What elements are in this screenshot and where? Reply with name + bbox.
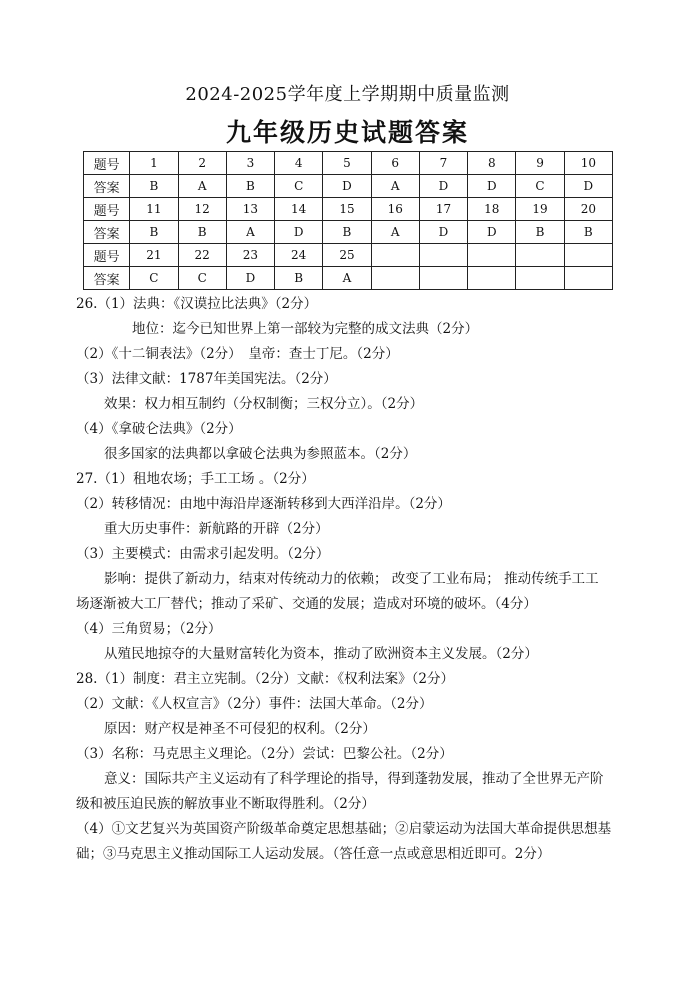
answer-table-cell: [371, 267, 419, 290]
answer-table-cell: A: [371, 221, 419, 244]
answer-table-cell: A: [226, 221, 274, 244]
answer-table-cell: 21: [130, 244, 178, 267]
answer-line: （4）《拿破仑法典》（2分）: [76, 421, 242, 437]
answer-table-row: [84, 198, 613, 221]
answer-table-cell: A: [323, 267, 371, 290]
answer-table-cell: 24: [275, 244, 323, 267]
page-subtitle: 九年级历史试题答案: [225, 118, 469, 147]
answer-table-cell: 20: [564, 198, 612, 221]
answer-table-row: [84, 267, 613, 290]
answer-table-cell: C: [275, 175, 323, 198]
answer-table-cell: 9: [516, 152, 564, 175]
row-header-cell: 题号: [84, 152, 130, 175]
answer-table-cell: [468, 244, 516, 267]
answer-table-cell: 25: [323, 244, 371, 267]
answer-line: （3）主要模式：由需求引起发明。（2分）: [76, 546, 330, 562]
answer-table-cell: D: [468, 221, 516, 244]
answer-table-cell: B: [516, 221, 564, 244]
answer-line: 效果：权力相互制约（分权制衡；三权分立）。（2分）: [104, 396, 424, 412]
answer-table-cell: [419, 244, 467, 267]
answer-table-cell: 4: [275, 152, 323, 175]
answer-line: 意义：国际共产主义运动有了科学理论的指导，得到蓬勃发展，推动了全世界无产阶: [104, 771, 604, 787]
answer-table-cell: 6: [371, 152, 419, 175]
row-header-cell: 答案: [84, 221, 130, 244]
answer-table-cell: 10: [564, 152, 612, 175]
answer-table-cell: 7: [419, 152, 467, 175]
answer-line: 原因：财产权是神圣不可侵犯的权利。（2分）: [104, 721, 376, 737]
answer-table-cell: D: [323, 175, 371, 198]
answer-line: 28.（1）制度：君主立宪制。（2分）文献：《权利法案》（2分）: [76, 671, 454, 687]
answer-table-cell: A: [178, 175, 226, 198]
answer-line: 影响：提供了新动力，结束对传统动力的依赖； 改变了工业布局； 推动传统手工工: [104, 571, 599, 587]
answer-line: 地位：迄今已知世界上第一部较为完整的成文法典（2分）: [132, 321, 479, 337]
answer-table-cell: D: [564, 175, 612, 198]
answer-table-cell: 5: [323, 152, 371, 175]
answer-table-cell: 1: [130, 152, 178, 175]
answer-table-cell: 23: [226, 244, 274, 267]
answer-table-cell: [516, 267, 564, 290]
answer-line: 27.（1）租地农场；手工工场 。（2分）: [76, 471, 315, 487]
answer-table-cell: 18: [468, 198, 516, 221]
answer-line: 场逐渐被大工厂替代；推动了采矿、交通的发展；造成对环境的破坏。（4分）: [76, 596, 537, 612]
answer-table-cell: B: [275, 267, 323, 290]
answer-table-cell: 3: [226, 152, 274, 175]
answer-table-cell: [564, 267, 612, 290]
answer-table-cell: B: [130, 221, 178, 244]
answer-line: 从殖民地掠夺的大量财富转化为资本，推动了欧洲资本主义发展。（2分）: [104, 646, 538, 662]
answer-table-cell: B: [564, 221, 612, 244]
answer-line: （3）名称：马克思主义理论。（2分）尝试：巴黎公社。（2分）: [76, 746, 453, 762]
answer-table-cell: 8: [468, 152, 516, 175]
answer-table-cell: 17: [419, 198, 467, 221]
answer-line: 级和被压迫民族的解放事业不断取得胜利。（2分）: [76, 796, 375, 812]
answer-table-row: [84, 152, 613, 175]
answer-line: （4）三角贸易；（2分）: [76, 621, 222, 637]
answer-table-cell: [468, 267, 516, 290]
answer-table-cell: [371, 244, 419, 267]
answer-line: （4）①文艺复兴为英国资产阶级革命奠定思想基础；②启蒙运动为法国大革命提供思想基: [76, 821, 612, 837]
row-header-cell: 答案: [84, 267, 130, 290]
page-title: 2024-2025学年度上学期期中质量监测: [185, 84, 510, 105]
answer-table-cell: 15: [323, 198, 371, 221]
answer-table-cell: D: [275, 221, 323, 244]
answer-table-cell: A: [371, 175, 419, 198]
answer-table-cell: 2: [178, 152, 226, 175]
answer-table-cell: D: [226, 267, 274, 290]
answer-table: [83, 151, 613, 290]
row-header-cell: 答案: [84, 175, 130, 198]
answer-table-row: [84, 175, 613, 198]
answer-table-cell: 16: [371, 198, 419, 221]
answer-table-cell: D: [468, 175, 516, 198]
answer-table-cell: 19: [516, 198, 564, 221]
answer-table-cell: [419, 267, 467, 290]
answer-line: 础；③马克思主义推动国际工人运动发展。（答任意一点或意思相近即可。2分）: [76, 846, 551, 862]
answer-table-cell: B: [323, 221, 371, 244]
answer-table-cell: [564, 244, 612, 267]
answer-table-cell: C: [130, 267, 178, 290]
answer-table-cell: 11: [130, 198, 178, 221]
answer-table-cell: B: [226, 175, 274, 198]
answer-line: （2）转移情况：由地中海沿岸逐渐转移到大西洋沿岸。（2分）: [76, 496, 451, 512]
answer-table-cell: D: [419, 221, 467, 244]
answer-table-cell: B: [178, 221, 226, 244]
answer-line: 重大历史事件：新航路的开辟（2分）: [104, 521, 329, 537]
answer-table-cell: 22: [178, 244, 226, 267]
answer-line: 很多国家的法典都以拿破仑法典为参照蓝本。（2分）: [104, 446, 417, 462]
answer-table-cell: B: [130, 175, 178, 198]
answer-table-cell: 13: [226, 198, 274, 221]
answer-line: （2）《十二铜表法》（2分） 皇帝：查士丁尼。（2分）: [76, 346, 399, 362]
answer-table-cell: 12: [178, 198, 226, 221]
answer-table-cell: C: [516, 175, 564, 198]
answer-line: 26.（1）法典：《汉谟拉比法典》（2分）: [76, 296, 318, 312]
row-header-cell: 题号: [84, 244, 130, 267]
answer-table-cell: 14: [275, 198, 323, 221]
answer-table-row: [84, 244, 613, 267]
row-header-cell: 题号: [84, 198, 130, 221]
answer-table-cell: C: [178, 267, 226, 290]
answer-table-row: [84, 221, 613, 244]
answer-table-cell: [516, 244, 564, 267]
answer-line: （2）文献：《人权宣言》（2分）事件：法国大革命。（2分）: [76, 696, 433, 712]
answer-line: （3）法律文献：1787年美国宪法。（2分）: [76, 371, 337, 387]
answer-table-cell: D: [419, 175, 467, 198]
